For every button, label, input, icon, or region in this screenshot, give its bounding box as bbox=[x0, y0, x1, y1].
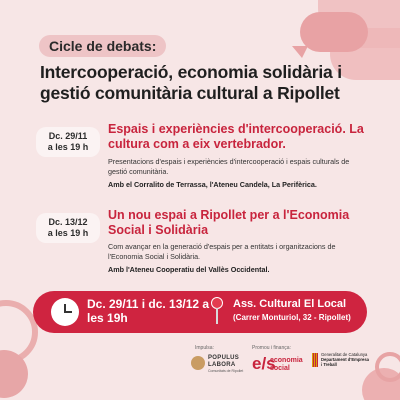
info-bar bbox=[33, 291, 367, 333]
decorative-bubble-tail bbox=[292, 46, 308, 58]
economia-social-logo bbox=[252, 355, 312, 375]
clock-icon bbox=[51, 298, 79, 326]
event-date-box bbox=[36, 213, 100, 243]
event-title: Un nou espai a Ripollet per a l'Economia Social i Solidària bbox=[108, 208, 350, 237]
series-tag: Cicle de debats: bbox=[39, 35, 166, 57]
event-description: Com avançar en la generació d'espais per a entitats i organitzacions de l'Economia Social i Solidària. bbox=[108, 242, 336, 261]
logo-text: POPULUS bbox=[208, 355, 240, 361]
logo-text: economia bbox=[270, 357, 303, 364]
label-impulsa: Impulsa: bbox=[195, 345, 214, 351]
map-pin-icon bbox=[209, 297, 225, 327]
event-date-box bbox=[36, 127, 100, 157]
logo-text: Departament d'Empresa bbox=[321, 357, 370, 363]
venue-name: Ass. Cultural El Local bbox=[233, 298, 347, 310]
populus-labora-logo bbox=[191, 354, 244, 376]
event-title: Espais i experiències d'intercooperació. La cultura com a eix vertebrador. bbox=[108, 122, 364, 151]
logo-subtext: Comunitats de Ripollet bbox=[208, 369, 244, 373]
event-participants: Amb l'Ateneu Cooperatiu del Vallès Occidental. bbox=[108, 265, 270, 274]
logo-text: i Treball bbox=[321, 362, 337, 368]
event-participants: Amb el Corralito de Terrassa, l'Ateneu Candela, La Perifèrica. bbox=[108, 180, 317, 189]
logo-text: Generalitat de Catalunya bbox=[321, 352, 368, 357]
label-promou: Promou i finança: bbox=[252, 345, 291, 351]
generalitat-logo bbox=[312, 351, 382, 375]
event-location bbox=[233, 297, 363, 325]
logo-text: LABORA bbox=[208, 362, 236, 368]
senyera-icon bbox=[312, 353, 318, 367]
event-time: a les 19 h bbox=[47, 228, 89, 238]
event-date: Dc. 29/11 bbox=[48, 131, 88, 141]
event-date: Dc. 13/12 bbox=[48, 217, 88, 227]
economia-social-mark: e/s bbox=[252, 354, 276, 373]
decorative-bubble bbox=[300, 12, 368, 52]
logo-text: social bbox=[270, 365, 290, 372]
venue-address: (Carrer Monturiol, 32 - Ripollet) bbox=[233, 313, 351, 322]
event-when: Dc. 29/11 i dc. 13/12 a les 19h bbox=[87, 297, 210, 325]
event-time: a les 19 h bbox=[47, 142, 89, 152]
seal-icon bbox=[191, 356, 205, 370]
sponsors-footer bbox=[0, 345, 400, 400]
page-title: Intercooperació, economia solidària i gestió comunitària cultural a Ripollet bbox=[40, 62, 342, 103]
event-description: Presentacions d'espais i experiències d'intercooperació i espais culturals de gestió comunitària. bbox=[108, 157, 350, 176]
